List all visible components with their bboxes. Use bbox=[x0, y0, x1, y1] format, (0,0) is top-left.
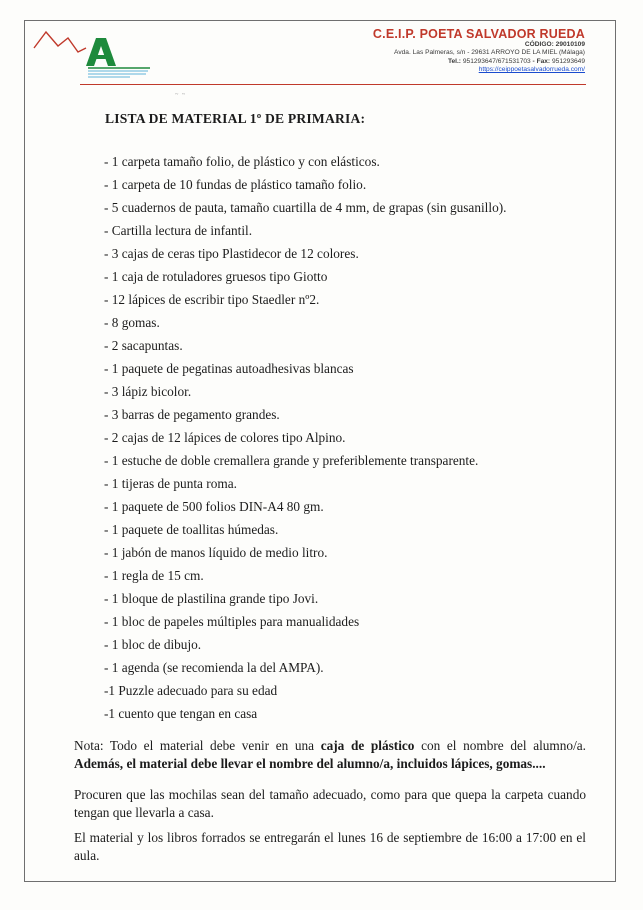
list-item: -1 Puzzle adecuado para su edad bbox=[104, 683, 278, 698]
note-text: Nota: Todo el material debe venir en una bbox=[74, 738, 321, 753]
list-item: -1 cuento que tengan en casa bbox=[104, 706, 258, 721]
list-item: - 3 lápiz bicolor. bbox=[104, 384, 192, 399]
list-item: - 5 cuadernos de pauta, tamaño cuartilla de 4 mm, de grapas (sin gusanillo). bbox=[104, 200, 507, 215]
list-item: - 1 bloc de papeles múltiples para manualidades bbox=[104, 614, 360, 629]
backpack-paragraph: Procuren que las mochilas sean del tamaño adecuado, como para que quepa la carpeta cuando tengan que llevarla a casa. bbox=[74, 787, 586, 820]
school-header bbox=[373, 27, 585, 75]
list-item: - 12 lápices de escribir tipo Staedler nº2. bbox=[104, 292, 320, 307]
header-divider bbox=[80, 84, 586, 85]
code-value: 29010109 bbox=[555, 41, 585, 48]
list-item: - 1 paquete de toallitas húmedas. bbox=[104, 522, 279, 537]
list-item: - 1 estuche de doble cremallera grande y preferiblemente transparente. bbox=[104, 453, 479, 468]
list-item: - 3 cajas de ceras tipo Plastidecor de 12 colores. bbox=[104, 246, 359, 261]
list-item: - Cartilla lectura de infantil. bbox=[104, 223, 253, 238]
pen-scribble: ~ ~ bbox=[175, 92, 186, 98]
school-website-link[interactable]: https://ceippoetasalvadorrueda.com/ bbox=[478, 66, 585, 74]
note-bold-box: caja de plástico bbox=[320, 738, 415, 753]
list-item: - 3 barras de pegamento grandes. bbox=[104, 407, 280, 422]
school-address: Avda. Las Palmeras, s/n - 29631 ARROYO DE LA MIEL (Málaga) bbox=[394, 49, 585, 57]
list-item: - 1 tijeras de punta roma. bbox=[104, 476, 237, 491]
list-item: - 2 sacapuntas. bbox=[104, 338, 183, 353]
list-item: - 1 bloque de plastilina grande tipo Jovi. bbox=[104, 591, 319, 606]
school-name: C.E.I.P. POETA SALVADOR RUEDA bbox=[372, 27, 585, 41]
note-bold-labels: Además, el material debe llevar el nombre del alumno/a, incluidos lápices, gomas.... bbox=[74, 756, 546, 771]
list-item: - 1 paquete de 500 folios DIN-A4 80 gm. bbox=[104, 499, 324, 514]
list-item: - 1 jabón de manos líquido de medio litro. bbox=[104, 545, 328, 560]
list-item: - 1 regla de 15 cm. bbox=[104, 568, 204, 583]
code-label: CÓDIGO: bbox=[524, 41, 554, 48]
fax-label: - Fax: bbox=[532, 57, 551, 65]
school-contact bbox=[373, 58, 585, 66]
list-item: - 2 cajas de 12 lápices de colores tipo Alpino. bbox=[104, 430, 346, 445]
materials-list bbox=[104, 150, 506, 725]
phone-label: Tel.: bbox=[447, 57, 462, 65]
note-text: con el nombre del alumno/a. bbox=[414, 738, 586, 753]
list-item: - 1 bloc de dibujo. bbox=[104, 637, 202, 652]
list-item: - 8 gomas. bbox=[104, 315, 160, 330]
school-code bbox=[373, 41, 585, 49]
list-item: - 1 carpeta tamaño folio, de plástico y con elásticos. bbox=[104, 154, 380, 169]
list-item: - 1 carpeta de 10 fundas de plástico tamaño folio. bbox=[104, 177, 367, 192]
note-paragraph bbox=[74, 737, 586, 773]
fax-value: 951293649 bbox=[551, 57, 585, 65]
page-title: LISTA DE MATERIAL 1º DE PRIMARIA: bbox=[105, 111, 366, 126]
list-item: - 1 caja de rotuladores gruesos tipo Giotto bbox=[104, 269, 328, 284]
list-item: - 1 agenda (se recomienda la del AMPA). bbox=[104, 660, 324, 675]
phone-value: 951293647/671531703 bbox=[462, 57, 531, 65]
list-item: - 1 paquete de pegatinas autoadhesivas blancas bbox=[104, 361, 354, 376]
delivery-paragraph: El material y los libros forrados se entregarán el lunes 16 de septiembre de 16:00 a 17:00 en el aula. bbox=[74, 830, 586, 863]
